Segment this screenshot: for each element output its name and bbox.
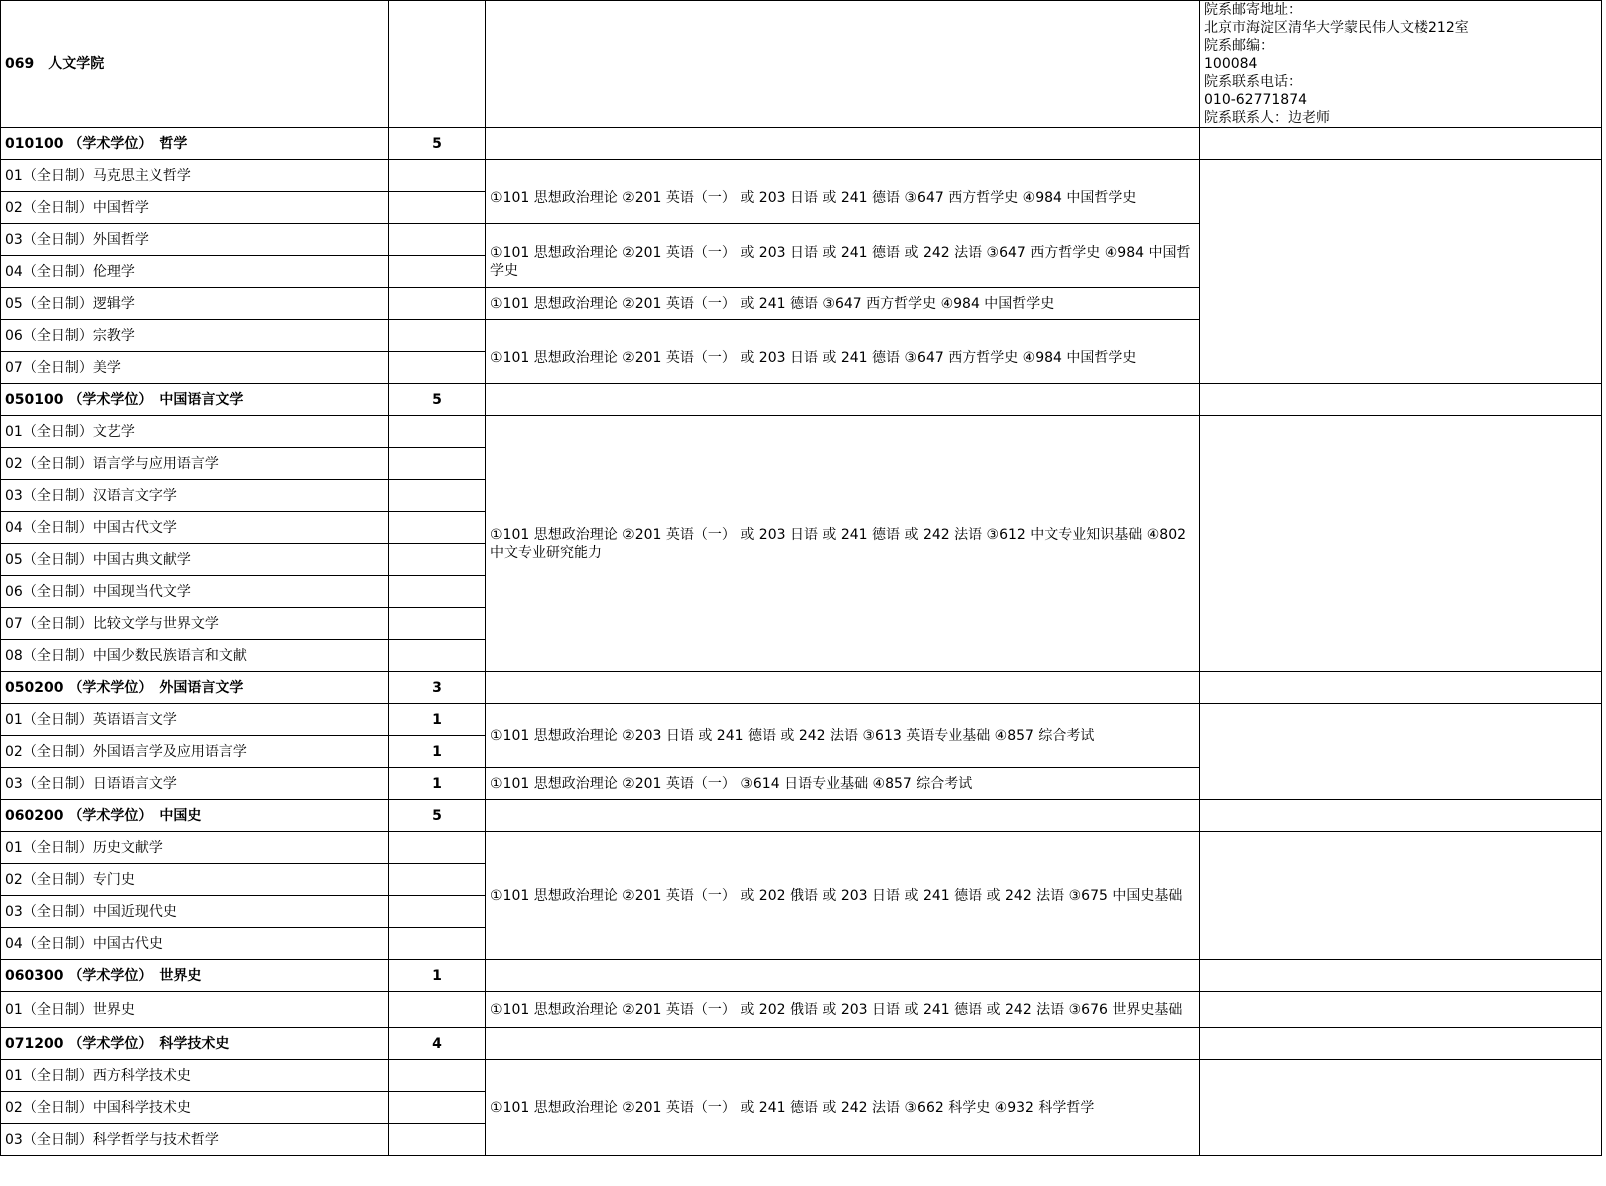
direction-label: 03（全日制）汉语言文字学 [1,480,389,512]
contact-line: 院系邮编： [1204,38,1274,54]
quota-cell [389,832,486,864]
quota-cell [389,928,486,960]
quota-cell [389,1060,486,1092]
quota-cell [389,544,486,576]
quota-cell [389,1124,486,1156]
major-title: 060200 （学术学位） 中国史 [1,800,389,832]
direction-row [1,704,1602,736]
quota-cell [389,256,486,288]
major-quota: 3 [389,672,486,704]
department-name: 069 人文学院 [1,1,389,128]
quota-cell [389,896,486,928]
exam-subjects: ①101 思想政治理论 ②201 英语（一） 或 241 德语 或 242 法语 ③662 科学史 ④932 科学哲学 [486,1060,1200,1156]
contact-line: 北京市海淀区清华大学蒙民伟人文楼212室 [1204,20,1469,36]
direction-quota: 1 [389,704,486,736]
contact-line: 010-62771874 [1204,92,1308,108]
direction-label: 04（全日制）中国古代史 [1,928,389,960]
direction-label: 01（全日制）历史文献学 [1,832,389,864]
quota-cell [389,448,486,480]
quota-cell [389,992,486,1028]
quota-cell [389,864,486,896]
exam-subjects: ①101 思想政治理论 ②201 英语（一） 或 203 日语 或 241 德语 ③647 西方哲学史 ④984 中国哲学史 [486,320,1200,384]
direction-quota: 1 [389,768,486,800]
major-row [1,800,1602,832]
direction-label: 06（全日制）宗教学 [1,320,389,352]
quota-cell [389,416,486,448]
direction-label: 05（全日制）中国古典文献学 [1,544,389,576]
direction-quota: 1 [389,736,486,768]
direction-label: 01（全日制）文艺学 [1,416,389,448]
remark-cell [1200,672,1602,704]
exam-subjects: ①101 思想政治理论 ②201 英语（一） 或 202 俄语 或 203 日语 或 241 德语 或 242 法语 ③676 世界史基础 [486,992,1200,1028]
direction-label: 05（全日制）逻辑学 [1,288,389,320]
major-quota: 4 [389,1028,486,1060]
direction-row [1,416,1602,448]
exam-cell [486,1028,1200,1060]
exam-cell [486,128,1200,160]
direction-label: 02（全日制）中国哲学 [1,192,389,224]
quota-cell [389,608,486,640]
remark-cell [1200,704,1602,800]
contact-line: 院系联系电话： [1204,74,1302,90]
direction-label: 02（全日制）专门史 [1,864,389,896]
remark-cell [1200,416,1602,672]
direction-label: 02（全日制）外国语言学及应用语言学 [1,736,389,768]
major-title: 071200 （学术学位） 科学技术史 [1,1028,389,1060]
exam-cell [486,960,1200,992]
direction-row [1,160,1602,192]
major-row [1,960,1602,992]
remark-cell [1200,384,1602,416]
quota-cell [389,512,486,544]
major-row [1,672,1602,704]
quota-cell [389,1092,486,1124]
remark-cell [1200,992,1602,1028]
exam-cell [486,800,1200,832]
major-quota: 5 [389,128,486,160]
quota-cell [389,576,486,608]
quota-cell [389,1,486,128]
major-title: 010100 （学术学位） 哲学 [1,128,389,160]
direction-label: 07（全日制）比较文学与世界文学 [1,608,389,640]
department-row [1,1,1602,128]
direction-row [1,1060,1602,1092]
exam-subjects: ①101 思想政治理论 ②201 英语（一） 或 203 日语 或 241 德语 或 242 法语 ③612 中文专业知识基础 ④802 中文专业研究能力 [486,416,1200,672]
remark-cell [1200,832,1602,960]
exam-subjects: ①101 思想政治理论 ②201 英语（一） 或 203 日语 或 241 德语 ③647 西方哲学史 ④984 中国哲学史 [486,160,1200,224]
remark-cell [1200,800,1602,832]
exam-cell [486,672,1200,704]
exam-subjects: ①101 思想政治理论 ②201 英语（一） 或 202 俄语 或 203 日语 或 241 德语 或 242 法语 ③675 中国史基础 [486,832,1200,960]
major-title: 060300 （学术学位） 世界史 [1,960,389,992]
direction-label: 03（全日制）日语语言文学 [1,768,389,800]
direction-label: 02（全日制）语言学与应用语言学 [1,448,389,480]
quota-cell [389,352,486,384]
direction-label: 01（全日制）英语语言文学 [1,704,389,736]
major-title: 050200 （学术学位） 外国语言文学 [1,672,389,704]
direction-label: 03（全日制）科学哲学与技术哲学 [1,1124,389,1156]
direction-row [1,992,1602,1028]
direction-label: 03（全日制）外国哲学 [1,224,389,256]
contact-line: 院系联系人：边老师 [1204,110,1330,126]
exam-subjects: ①101 思想政治理论 ②201 英语（一） 或 241 德语 ③647 西方哲学史 ④984 中国哲学史 [486,288,1200,320]
quota-cell [389,640,486,672]
major-row [1,1028,1602,1060]
direction-row [1,832,1602,864]
major-quota: 5 [389,800,486,832]
direction-label: 01（全日制）西方科学技术史 [1,1060,389,1092]
exam-cell [486,1,1200,128]
remark-cell [1200,1060,1602,1156]
major-title: 050100 （学术学位） 中国语言文学 [1,384,389,416]
quota-cell [389,320,486,352]
direction-label: 08（全日制）中国少数民族语言和文献 [1,640,389,672]
major-quota: 5 [389,384,486,416]
major-quota: 1 [389,960,486,992]
exam-subjects: ①101 思想政治理论 ②201 英语（一） 或 203 日语 或 241 德语 或 242 法语 ③647 西方哲学史 ④984 中国哲学史 [486,224,1200,288]
contact-line: 院系邮寄地址： [1204,2,1302,18]
exam-subjects: ①101 思想政治理论 ②201 英语（一） ③614 日语专业基础 ④857 综合考试 [486,768,1200,800]
remark-cell [1200,1028,1602,1060]
exam-cell [486,384,1200,416]
quota-cell [389,480,486,512]
quota-cell [389,160,486,192]
exam-subjects: ①101 思想政治理论 ②203 日语 或 241 德语 或 242 法语 ③613 英语专业基础 ④857 综合考试 [486,704,1200,768]
contact-line: 100084 [1204,56,1258,72]
quota-cell [389,224,486,256]
direction-label: 01（全日制）马克思主义哲学 [1,160,389,192]
direction-label: 07（全日制）美学 [1,352,389,384]
remark-cell [1200,128,1602,160]
direction-label: 02（全日制）中国科学技术史 [1,1092,389,1124]
direction-label: 04（全日制）中国古代文学 [1,512,389,544]
direction-label: 04（全日制）伦理学 [1,256,389,288]
quota-cell [389,288,486,320]
direction-label: 03（全日制）中国近现代史 [1,896,389,928]
remark-cell [1200,960,1602,992]
direction-label: 01（全日制）世界史 [1,992,389,1028]
direction-label: 06（全日制）中国现当代文学 [1,576,389,608]
major-row [1,128,1602,160]
quota-cell [389,192,486,224]
remark-cell [1200,160,1602,384]
department-contact [1200,1,1602,128]
major-row [1,384,1602,416]
